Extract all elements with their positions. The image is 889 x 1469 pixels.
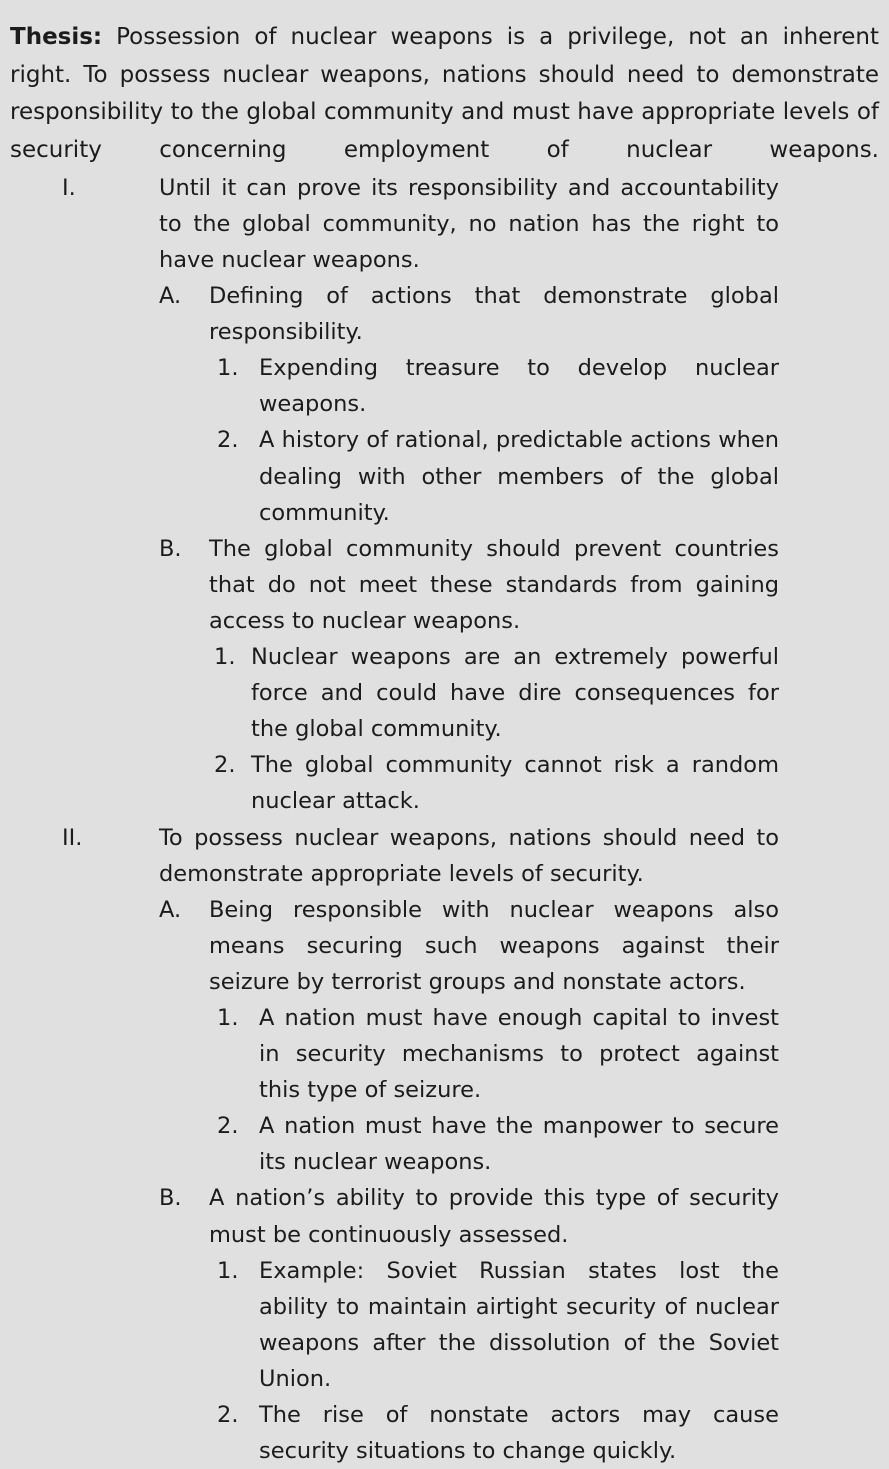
thesis-paragraph	[10, 19, 879, 170]
thesis-label: Thesis:	[10, 24, 103, 50]
outline-item-text: A nation must have the manpower to secure its nuclear weapons.	[259, 1113, 779, 1176]
outline-subpoint-text: A nation’s ability to provide this type of security must be continuously assessed.	[209, 1185, 779, 1248]
outline-section-2	[62, 820, 779, 892]
outline-item-number: 1.	[214, 644, 236, 671]
outline-subpoint-text: The global community should prevent countries that do not meet these standards from gaining access to nuclear weapons.	[209, 535, 779, 634]
outline-letter: A.	[159, 283, 182, 310]
outline-item	[217, 1108, 779, 1180]
outline-section-text: Until it can prove its responsibility and accountability to the global community, no nation has the right to have nuclear weapons.	[159, 174, 779, 273]
outline-item-number: 1.	[217, 355, 239, 382]
outline-item	[217, 422, 779, 530]
outline-item-text: Expending treasure to develop nuclear weapons.	[259, 355, 779, 418]
outline-item	[217, 350, 779, 422]
outline-section-text: To possess nuclear weapons, nations should need to demonstrate appropriate levels of security.	[159, 824, 779, 887]
outline-subpoint-text: Defining of actions that demonstrate global responsibility.	[209, 283, 779, 346]
outline-item	[214, 639, 779, 747]
outline-item	[214, 747, 779, 819]
outline-item-text: Example: Soviet Russian states lost the ability to maintain airtight security of nuclear weapons after the dissolution of the Soviet Union.	[259, 1257, 779, 1392]
outline-item	[217, 1000, 779, 1108]
outline-subpoint	[159, 1180, 779, 1252]
thesis-text: Possession of nuclear weapons is a privilege, not an inherent right. To possess nuclear weapons, nations should need to demonstrate responsibility to the global community and must have appropriate levels of security concerning employment of nuclear weapons.	[10, 24, 879, 164]
outline-item	[217, 1397, 779, 1469]
outline-section-1	[62, 170, 779, 278]
outline-letter: A.	[159, 896, 182, 923]
outline-numeral: II.	[62, 824, 83, 851]
outline-letter: B.	[159, 1185, 182, 1212]
outline-item-text: Nuclear weapons are an extremely powerful force and could have dire consequences for the global community.	[251, 644, 779, 743]
outline-item-number: 2.	[217, 1402, 239, 1428]
outline-item-text: The rise of nonstate actors may cause security situations to change quickly.	[259, 1402, 779, 1465]
outline-item	[217, 1253, 779, 1397]
outline-subpoint-text: Being responsible with nuclear weapons also means securing such weapons against their seizure by terrorist groups and nonstate actors.	[209, 896, 779, 995]
outline-item-text: A history of rational, predictable actions when dealing with other members of the global community.	[259, 427, 779, 526]
outline-item-text: The global community cannot risk a random nuclear attack.	[251, 752, 779, 815]
outline-item-number: 1.	[217, 1004, 239, 1031]
outline-item-number: 2.	[217, 1113, 239, 1140]
outline-item-number: 2.	[214, 752, 236, 779]
outline-item-number: 2.	[217, 427, 239, 454]
outline-letter: B.	[159, 535, 182, 562]
outline-item-text: A nation must have enough capital to invest in security mechanisms to protect against this type of seizure.	[259, 1004, 779, 1104]
outline-item-number: 1.	[217, 1257, 239, 1284]
outline-subpoint	[159, 278, 779, 350]
outline-subpoint	[159, 892, 779, 1000]
outline-subpoint	[159, 531, 779, 639]
outline-numeral: I.	[62, 174, 76, 201]
